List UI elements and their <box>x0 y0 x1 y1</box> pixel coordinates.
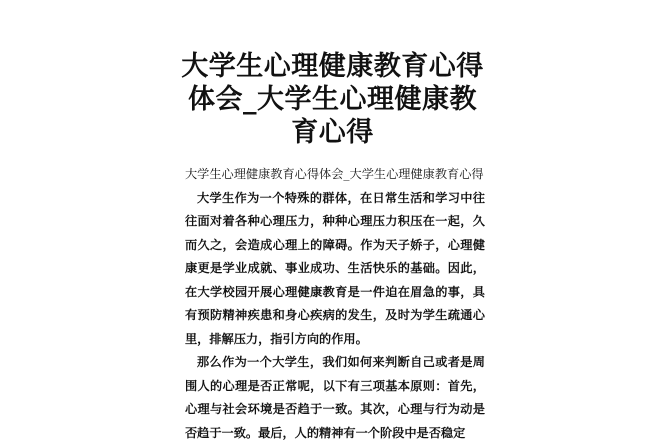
paragraph: 大学生作为一个特殊的群体，在日常生活和学习中往往面对着各种心理压力，种种心理压力积压在一起，久而久之，会造成心理上的障碍。作为天子娇子，心理健康更是学业成就、事业成功、生活快乐的基础。因此，在大学校园开展心理健康教育是一件迫在眉急的事，具有预防精神疾患和身心疾病的发生，及时为学生疏通心里，排解压力，指引方向的作用。 <box>185 190 485 346</box>
page-title: 大学生心理健康教育心得体会_大学生心理健康教育心得 <box>181 51 484 148</box>
document-body <box>185 163 485 445</box>
document-subtitle: 大学生心理健康教育心得体会_大学生心理健康教育心得 <box>185 167 484 181</box>
paragraph: 那么作为一个大学生，我们如何来判断自己或者是周围人的心理是否正常呢，以下有三项基本原则：首先，心理与社会环境是否趋于一致。其次，心理与行为动是否趋于一致。最后，人的精神有一个阶段中是否稳定 <box>185 355 485 440</box>
